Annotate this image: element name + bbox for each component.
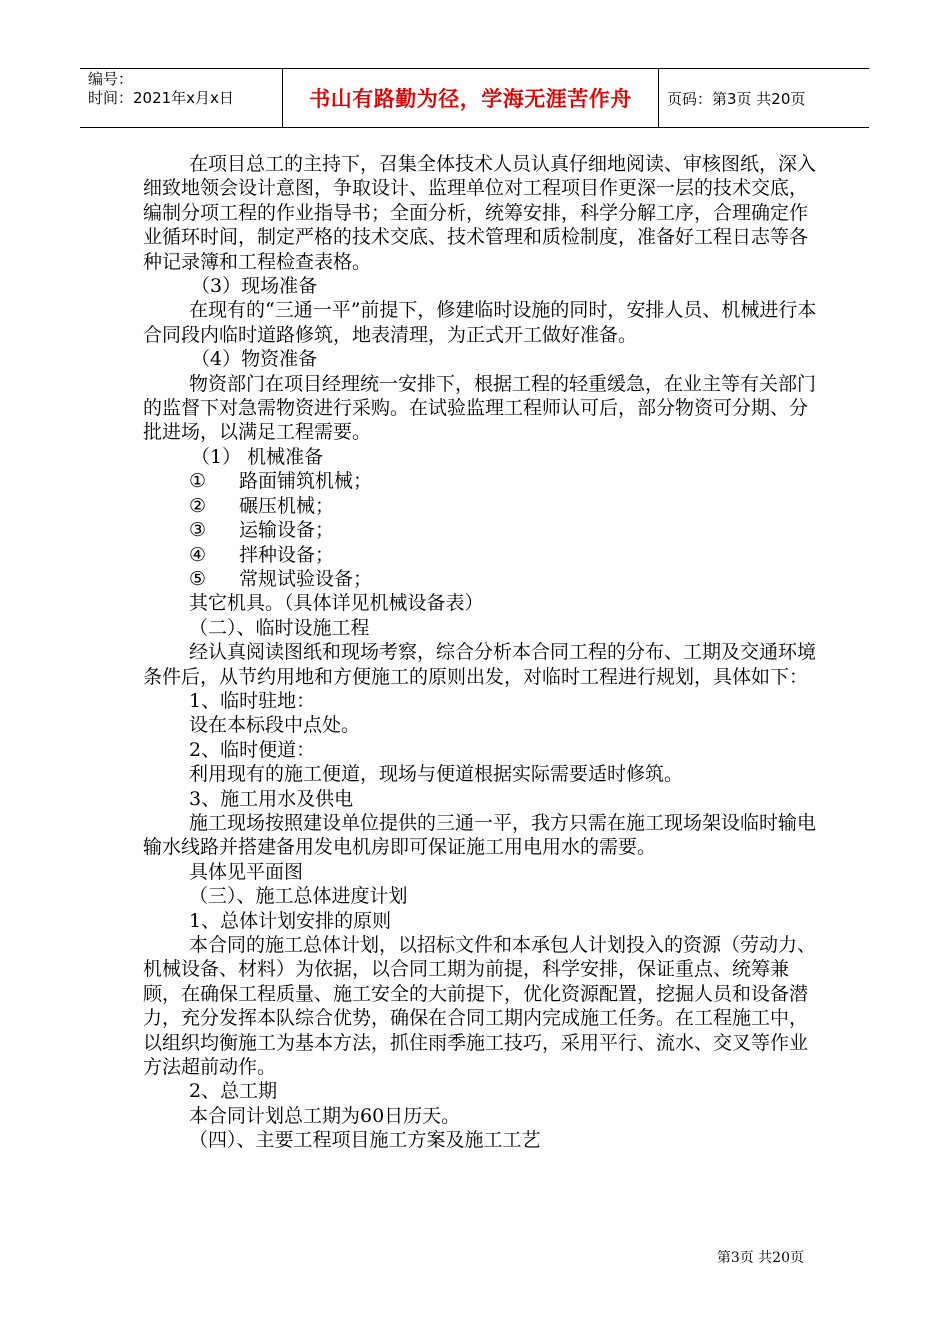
paragraph: （四）、主要工程项目施工方案及施工工艺 (189, 1129, 541, 1152)
paragraph: 1、总体计划安排的原则 (189, 909, 392, 932)
list-item-text: 常规试验设备； (239, 567, 373, 590)
list-item (143, 469, 823, 493)
page-header (80, 68, 869, 128)
paragraph: 利用现有的施工便道，现场与便道根据实际需要适时修筑。 (189, 763, 684, 786)
paragraph: 物资部门在项目经理统一安排下，根据工程的轻重缓急，在业主等有关部门的监督下对急需物资进行采购。在试验监理工程师认可后，部分物资可分期、分批进场，以满足工程需要。 (143, 372, 817, 444)
list-item (143, 518, 823, 542)
paragraph: 1、临时驻地： (189, 689, 316, 712)
list-item-text: 路面铺筑机械； (239, 470, 373, 493)
paragraph: （1） 机械准备 (191, 445, 324, 468)
list-item (143, 494, 823, 518)
list-marker: ⑤ (189, 567, 207, 590)
paragraph: （二）、临时设施工程 (189, 616, 370, 639)
list-marker: ① (189, 470, 207, 493)
paragraph: 本合同计划总工期为60日历天。 (189, 1104, 461, 1127)
paragraph: （3）现场准备 (191, 275, 318, 298)
list-marker: ④ (189, 543, 207, 566)
paragraph: 3、施工用水及供电 (189, 787, 354, 810)
paragraph: （4）物资准备 (191, 348, 318, 371)
paragraph: 施工现场按照建设单位提供的三通一平，我方只需在施工现场架设临时输电输水线路并搭建备用发电机房即可保证施工用电用水的需要。 (143, 811, 817, 859)
page-footer: 第3页 共20页 (716, 1250, 804, 1266)
header-meta (80, 69, 282, 127)
list-marker: ③ (189, 519, 207, 542)
paragraph: 设在本标段中点处。 (189, 714, 361, 737)
paragraph: 2、总工期 (189, 1080, 278, 1103)
paragraph: （三）、施工总体进度计划 (189, 885, 408, 908)
time-label: 时间：2021年x月x日 (88, 89, 234, 107)
paragraph: 2、临时便道： (189, 738, 316, 761)
document-body (143, 152, 823, 1153)
header-motto: 书山有路勤为径，学海无涯苦作舟 (282, 69, 659, 127)
paragraph: 其它机具。（具体详见机械设备表） (189, 592, 484, 615)
paragraph: 在项目总工的主持下，召集全体技术人员认真仔细地阅读、审核图纸，深入细致地领会设计意图，争取设计、监理单位对工程项目作更深一层的技术交底，编制分项工程的作业指导书；全面分析，统筹安排，科学分解工序，合理确定作业循环时间，制定严格的技术交底、技术管理和质检制度，准备好工程日志等各种记录簿和工程检查表格。 (143, 153, 817, 273)
paragraph: 在现有的“三通一平”前提下，修建临时设施的同时，安排人员、机械进行本合同段内临时道路修筑，地表清理，为正式开工做好准备。 (143, 299, 817, 346)
list-item (143, 543, 823, 567)
paragraph: 具体见平面图 (189, 860, 304, 883)
list-item (143, 567, 823, 591)
header-page-label: 页码：第3页 共20页 (667, 89, 806, 108)
number-label: 编号： (88, 70, 134, 88)
list-item-text: 拌种设备； (239, 543, 335, 566)
list-item-text: 碾压机械； (239, 494, 335, 517)
list-marker: ② (189, 494, 207, 517)
paragraph: 本合同的施工总体计划，以招标文件和本承包人计划投入的资源（劳动力、机械设备、材料）为依据，以合同工期为前提，科学安排，保证重点、统筹兼顾，在确保工程质量、施工安全的大前提下，优化资源配置，挖掘人员和设备潜力，充分发挥本队综合优势，确保在合同工期内完成施工任务。在工程施工中，以组织均衡施工为基本方法，抓住雨季施工技巧，采用平行、流水、交叉等作业方法超前动作。 (143, 934, 817, 1079)
list-item-text: 运输设备； (239, 519, 335, 542)
paragraph: 经认真阅读图纸和现场考察，综合分析本合同工程的分布、工期及交通环境条件后，从节约用地和方便施工的原则出发，对临时工程进行规划，具体如下： (143, 641, 817, 688)
